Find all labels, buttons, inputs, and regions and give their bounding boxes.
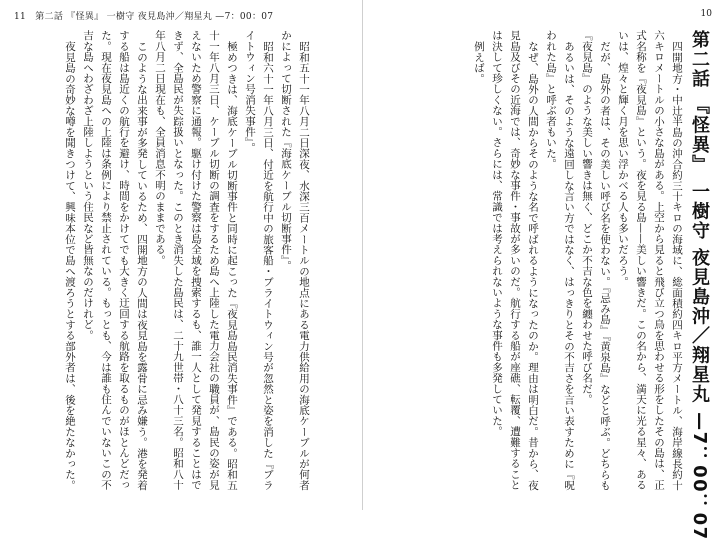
paragraph: このような出来事が多発しているため、四開地方の人間は夜見島を露骨に忌み嫌う。港を発着する船は島近くの航行を避け、時間をかけてでも大きく迂回する航路を取るものがほとんどだった。現在夜見島への上陸は条例により禁止されている。もっとも、今は誰も住んでいないこの不吉な島へわざわざ上陸しようという住民など皆無なのだけれど。	[82, 30, 148, 491]
paragraph: 四開地方・中辻半島の沖合約三十キロの海域に、総面積約四キロ平方メートル、海岸線長約十六キロメートルの小さな島がある。上空から見ると飛び立つ鳥を思わせる形をしたその島は、正式名称を『夜見島』という。夜を見る島——美しい響きだ。この名から、満天に光る星々、あるいは、煌々と輝く月を思い浮かべる人も多いだろう。	[617, 30, 683, 491]
paragraph: だが、島外の者は、その美しい呼び名を使わない。『忌み島』『黄泉島』などと呼ぶ。どちらも『夜見島』のような美しい響きは無く、どこか不吉な色を纏わせた呼び名だ。	[581, 30, 611, 491]
left-body-text	[13, 30, 313, 500]
right-body-text	[386, 30, 686, 500]
chapter-heading: 第二話 『怪異』 一樹守 夜見島沖／翔星丸 —7：00：07	[689, 30, 710, 541]
paragraph: 夜見島の奇妙な噂を聞きつけて、興味本位で島へ渡ろうとする部外者は、後を絶たなかった。	[64, 40, 76, 490]
paragraph: なぜ、島外の人間からそのような名で呼ばれるようになったのか。理由は明白だ。昔から、夜見島及びその近海では、奇妙な事件・事故が多いのだ。航行する船が座礁、転覆、遭難することは決して珍しくない。さらには、常識では考えられないような事件も多発していた。	[491, 30, 539, 491]
page-gutter	[362, 0, 363, 510]
right-page-number: 10	[700, 9, 712, 19]
left-page-number: 11	[14, 12, 27, 22]
running-head	[14, 9, 273, 22]
paragraph: あるいは、そのような遠回しな言い方ではなく、はっきりとその不吉さを言い表すために『呪われた島』と呼ぶ者もいた。	[545, 30, 575, 490]
running-head-title: 第二話 『怪異』 一樹守 夜見島沖／翔星丸 —7：00：07	[35, 12, 274, 22]
paragraph: 極めつきは、海底ケーブル切断事件と同時に起こった『夜見島島民消失事件』である。昭和五十一年八月三日、ケーブル切断の調査をするため島へ上陸した電力会社の職員が、島民の姿が見えないため警察に通報。駆け付けた警察は島全域を捜索するも、誰一人として発見することはできず、全島民が失踪扱いとなった。このとき消失した島民は、二十九世帯・八十三名。昭和八十年八月二日現在も、全員消息不明のままである。	[154, 30, 238, 491]
paragraph: 例えば。	[473, 40, 485, 84]
paragraph: 昭和六十一年八月三日、付近を航行中の旅客船・ブライトウィン号が忽然と姿を消した『ブライトウィン号消失事件』。	[244, 30, 274, 490]
paragraph: 昭和五十一年八月二日深夜、水深三百メートルの地点にある電力供給用の海底ケーブルが何者かによって切断された『海底ケーブル切断事件』。	[280, 30, 310, 490]
